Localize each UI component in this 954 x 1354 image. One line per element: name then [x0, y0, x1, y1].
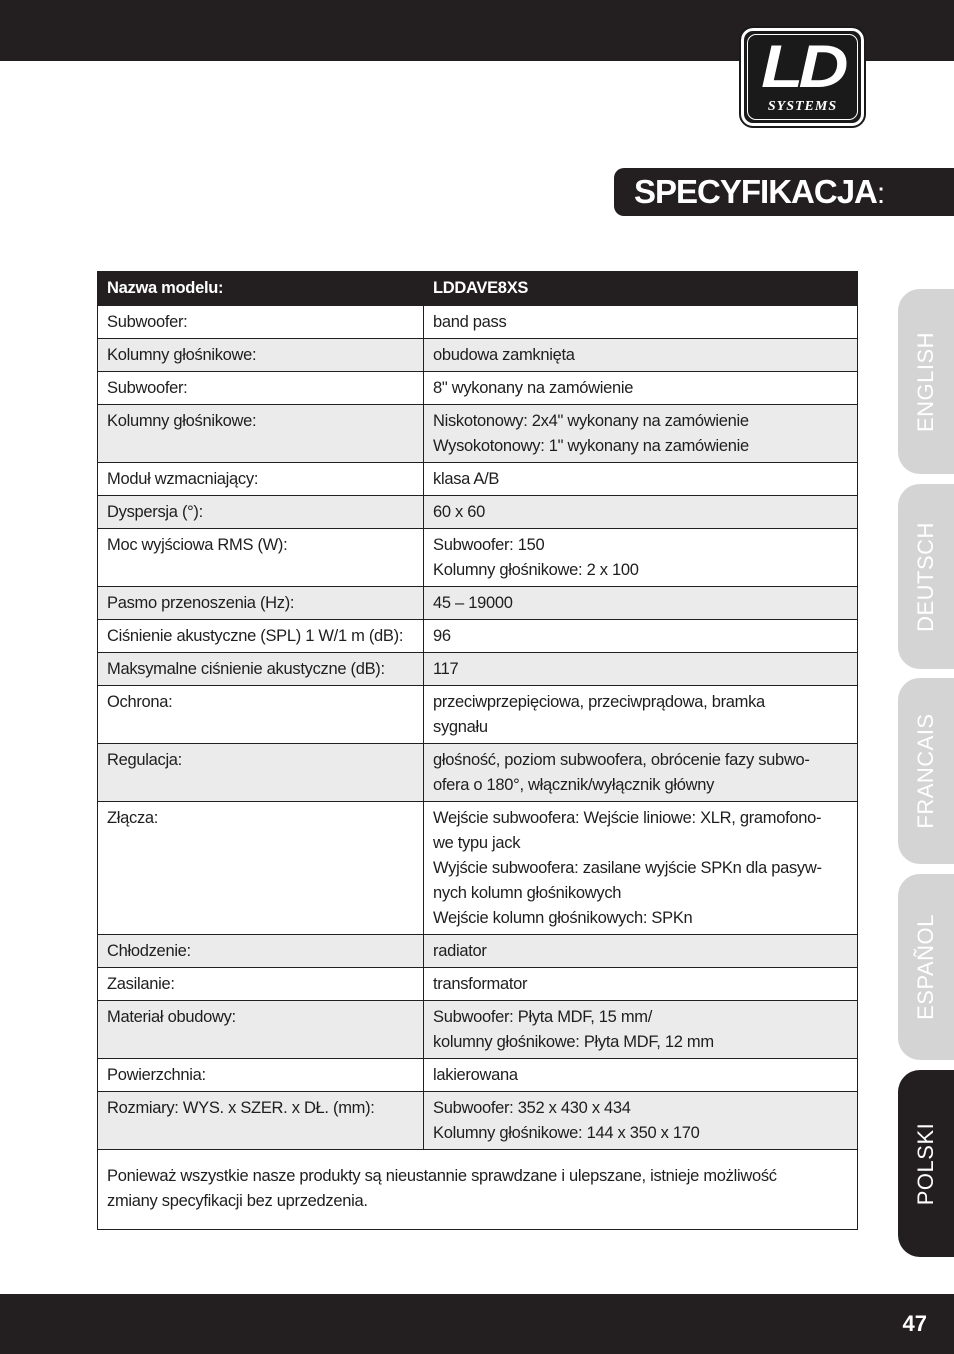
- spec-value: [424, 935, 858, 968]
- spec-value: [424, 620, 858, 653]
- language-tab-deutsch[interactable]: [898, 484, 954, 669]
- spec-value: [424, 529, 858, 587]
- spec-label: Moduł wzmacniający:: [98, 463, 424, 496]
- spec-value-line: Wysokotonowy: 1" wykonany na zamówienie: [433, 437, 749, 455]
- table-row: [98, 529, 858, 587]
- specification-note: [98, 1150, 858, 1230]
- header-model-value: LDDAVE8XS: [424, 272, 858, 306]
- note-line: Ponieważ wszystkie nasze produkty są nieustannie sprawdzane i ulepszane, istnieje możliwość: [107, 1167, 777, 1185]
- spec-value: [424, 968, 858, 1001]
- logo-subtitle: SYSTEMS: [767, 99, 838, 114]
- spec-label: Ciśnienie akustyczne (SPL) 1 W/1 m (dB):: [98, 620, 424, 653]
- spec-label: Ochrona:: [98, 686, 424, 744]
- bottom-bar: [0, 1294, 954, 1354]
- spec-value-line: transformator: [433, 975, 528, 993]
- note-line: zmiany specyfikacji bez uprzedzenia.: [107, 1192, 368, 1210]
- spec-value: [424, 744, 858, 802]
- spec-value-line: 8" wykonany na zamówienie: [433, 379, 634, 397]
- table-note-row: [98, 1150, 858, 1230]
- spec-value-line: sygnału: [433, 718, 488, 736]
- spec-value-line: band pass: [433, 313, 507, 331]
- language-tab-francais[interactable]: [898, 678, 954, 864]
- spec-value-line: kolumny głośnikowe: Płyta MDF, 12 mm: [433, 1033, 714, 1051]
- language-tab-label: ESPAÑOL: [913, 914, 938, 1020]
- spec-label: Kolumny głośnikowe:: [98, 405, 424, 463]
- table-header-row: [98, 272, 858, 306]
- table-row: [98, 306, 858, 339]
- spec-value-line: Kolumny głośnikowe: 144 x 350 x 170: [433, 1124, 700, 1142]
- page-title: [614, 168, 954, 216]
- page-number: 47: [902, 1311, 927, 1336]
- spec-value-line: przeciwprzepięciowa, przeciwprądowa, bramka: [433, 693, 765, 711]
- spec-value: [424, 463, 858, 496]
- spec-value: [424, 653, 858, 686]
- language-tab-label: POLSKI: [913, 1122, 938, 1205]
- table-row: [98, 1001, 858, 1059]
- spec-value-line: Wyjście subwoofera: zasilane wyjście SPKn dla pasyw-: [433, 859, 822, 877]
- spec-value-line: 45 – 19000: [433, 594, 513, 612]
- spec-label: Subwoofer:: [98, 306, 424, 339]
- table-row: [98, 1092, 858, 1150]
- table-row: [98, 372, 858, 405]
- table-row: [98, 686, 858, 744]
- table-row: [98, 587, 858, 620]
- spec-value-line: Subwoofer: 352 x 430 x 434: [433, 1099, 631, 1117]
- spec-label: Regulacja:: [98, 744, 424, 802]
- spec-value-line: klasa A/B: [433, 470, 500, 488]
- spec-value-line: Subwoofer: Płyta MDF, 15 mm/: [433, 1008, 653, 1026]
- spec-value-line: Wejście subwoofera: Wejście liniowe: XLR, gramofono-: [433, 809, 822, 827]
- spec-label: Dyspersja (°):: [98, 496, 424, 529]
- spec-value: [424, 372, 858, 405]
- language-tab-label: ENGLISH: [913, 331, 938, 432]
- page-title-colon: :: [876, 177, 885, 210]
- spec-value-line: ofera o 180°, włącznik/wyłącznik główny: [433, 776, 715, 794]
- language-tab-english[interactable]: [898, 289, 954, 474]
- table-row: [98, 405, 858, 463]
- spec-value-line: 60 x 60: [433, 503, 486, 521]
- spec-label: Materiał obudowy:: [98, 1001, 424, 1059]
- language-tab-label: DEUTSCH: [913, 521, 938, 632]
- table-row: [98, 620, 858, 653]
- spec-label: Maksymalne ciśnienie akustyczne (dB):: [98, 653, 424, 686]
- table-row: [98, 744, 858, 802]
- spec-value-line: Subwoofer: 150: [433, 536, 545, 554]
- spec-label: Złącza:: [98, 802, 424, 935]
- spec-value-line: we typu jack: [433, 834, 521, 852]
- spec-value: [424, 339, 858, 372]
- ld-systems-logo: [741, 28, 864, 126]
- table-body: [98, 306, 858, 1230]
- spec-value-line: nych kolumn głośnikowych: [433, 884, 622, 902]
- spec-value-line: 96: [433, 627, 451, 645]
- spec-label: Pasmo przenoszenia (Hz):: [98, 587, 424, 620]
- spec-value-line: głośność, poziom subwoofera, obrócenie fazy subwo-: [433, 751, 810, 769]
- spec-value-line: Kolumny głośnikowe: 2 x 100: [433, 561, 639, 579]
- specification-table: [97, 271, 858, 1230]
- table-row: [98, 496, 858, 529]
- spec-value: [424, 1059, 858, 1092]
- language-tab-espanol[interactable]: [898, 874, 954, 1060]
- table-row: [98, 935, 858, 968]
- spec-value-line: lakierowana: [433, 1066, 518, 1084]
- table-row: [98, 802, 858, 935]
- spec-value: [424, 496, 858, 529]
- page-title-text: SPECYFIKACJA: [634, 173, 877, 210]
- spec-value: [424, 405, 858, 463]
- table-row: [98, 463, 858, 496]
- table-row: [98, 339, 858, 372]
- spec-value-line: radiator: [433, 942, 487, 960]
- spec-value: [424, 802, 858, 935]
- spec-value-line: Niskotonowy: 2x4" wykonany na zamówienie: [433, 412, 749, 430]
- table-row: [98, 968, 858, 1001]
- header-model-label: Nazwa modelu:: [98, 272, 424, 306]
- spec-value: [424, 306, 858, 339]
- spec-value: [424, 686, 858, 744]
- logo-wordmark: LD: [761, 33, 844, 100]
- spec-value: [424, 1001, 858, 1059]
- spec-label: Kolumny głośnikowe:: [98, 339, 424, 372]
- language-tab-polski[interactable]: [898, 1070, 954, 1257]
- spec-label: Moc wyjściowa RMS (W):: [98, 529, 424, 587]
- spec-value: [424, 587, 858, 620]
- spec-label: Chłodzenie:: [98, 935, 424, 968]
- spec-label: Subwoofer:: [98, 372, 424, 405]
- language-tab-label: FRANCAIS: [913, 713, 938, 829]
- table-row: [98, 653, 858, 686]
- spec-value-line: Wejście kolumn głośnikowych: SPKn: [433, 909, 693, 927]
- spec-value: [424, 1092, 858, 1150]
- spec-label: Powierzchnia:: [98, 1059, 424, 1092]
- spec-label: Zasilanie:: [98, 968, 424, 1001]
- spec-value-line: obudowa zamknięta: [433, 346, 575, 364]
- table-row: [98, 1059, 858, 1092]
- spec-value-line: 117: [433, 660, 459, 678]
- spec-label: Rozmiary: WYS. x SZER. x DŁ. (mm):: [98, 1092, 424, 1150]
